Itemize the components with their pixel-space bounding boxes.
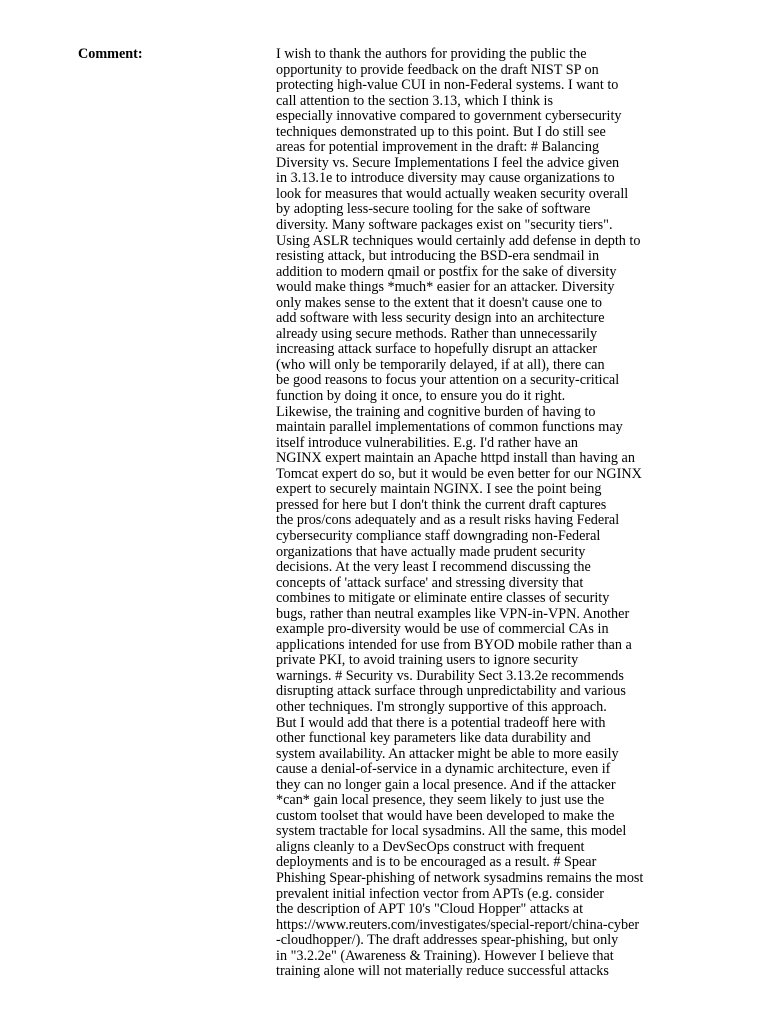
comment-line: Using ASLR techniques would certainly add defense in depth to (276, 232, 641, 249)
comment-line: prevalent initial infection vector from APTs (e.g. consider (276, 885, 604, 902)
comment-line: custom toolset that would have been developed to make the (276, 807, 615, 824)
comment-line: in 3.13.1e to introduce diversity may cause organizations to (276, 170, 615, 187)
comment-line: Likewise, the training and cognitive burden of having to (276, 403, 596, 420)
comment-line: other functional key parameters like data durability and (276, 730, 591, 747)
comment-line: techniques demonstrated up to this point. But I do still see (276, 123, 606, 140)
comment-line: deployments and is to be encouraged as a result. # Spear (276, 854, 597, 871)
comment-line: already using secure methods. Rather than unnecessarily (276, 325, 598, 342)
comment-line: aligns cleanly to a DevSecOps construct with frequent (276, 838, 585, 855)
comment-line: private PKI, to avoid training users to ignore security (276, 652, 579, 669)
comment-line: by adopting less-secure tooling for the sake of software (276, 201, 591, 218)
comment-line: Phishing Spear-phishing of network sysadmins remains the most (276, 869, 644, 886)
comment-line: diversity. Many software packages exist on "security tiers". (276, 217, 613, 234)
comment-line: especially innovative compared to government cybersecurity (276, 108, 622, 125)
comment-line: only makes sense to the extent that it doesn't cause one to (276, 294, 603, 311)
comment-line: combines to mitigate or eliminate entire classes of security (276, 590, 610, 607)
comment-line: https://www.reuters.com/investigates/special-report/china-cyber (276, 916, 640, 933)
comment-line: maintain parallel implementations of common functions may (276, 419, 623, 436)
comment-line: would make things *much* easier for an attacker. Diversity (276, 279, 615, 296)
comment-line: be good reasons to focus your attention on a security-critical (276, 372, 620, 389)
comment-line: the description of APT 10's "Cloud Hopper" attacks at (276, 901, 584, 918)
comment-line: pressed for here but I don't think the current draft captures (276, 496, 607, 513)
comment-line: function by doing it once, to ensure you do it right. (276, 388, 566, 405)
comment-text (276, 47, 686, 980)
comment-line: addition to modern qmail or postfix for the sake of diversity (276, 263, 617, 280)
comment-line: itself introduce vulnerabilities. E.g. I'd rather have an (276, 434, 578, 451)
comment-line: NGINX expert maintain an Apache httpd install than having an (276, 450, 635, 467)
comment-line: expert to securely maintain NGINX. I see the point being (276, 481, 602, 498)
comment-line: But I would add that there is a potential tradeoff here with (276, 714, 606, 731)
comment-line: opportunity to provide feedback on the draft NIST SP on (276, 61, 599, 78)
comment-line: the pros/cons adequately and as a result risks having Federal (276, 512, 620, 529)
comment-line: concepts of 'attack surface' and stressing diversity that (276, 574, 584, 591)
comment-line: other techniques. I'm strongly supportive of this approach. (276, 698, 607, 715)
comment-line: training alone will not materially reduce successful attacks (276, 963, 609, 980)
comment-line: Diversity vs. Secure Implementations I feel the advice given (276, 154, 620, 171)
comment-line: increasing attack surface to hopefully disrupt an attacker (276, 341, 598, 358)
comment-line: decisions. At the very least I recommend discussing the (276, 559, 591, 576)
comment-label: Comment: (78, 46, 143, 62)
comment-line: call attention to the section 3.13, which I think is (276, 92, 553, 109)
comment-line: look for measures that would actually weaken security overall (276, 185, 629, 202)
comment-line: in "3.2.2e" (Awareness & Training). However I believe that (276, 947, 614, 964)
comment-line: -cloudhopper/). The draft addresses spear-phishing, but only (276, 932, 619, 949)
comment-line: disrupting attack surface through unpredictability and various (276, 683, 626, 700)
comment-line: applications intended for use from BYOD mobile rather than a (276, 636, 632, 653)
comment-line: (who will only be temporarily delayed, if at all), there can (276, 356, 605, 373)
comment-line: Tomcat expert do so, but it would be even better for our NGINX (276, 465, 642, 482)
comment-line: *can* gain local presence, they seem likely to just use the (276, 792, 605, 809)
comment-line: areas for potential improvement in the draft: # Balancing (276, 139, 600, 156)
comment-line: I wish to thank the authors for providing the public the (276, 46, 587, 62)
comment-line: resisting attack, but introducing the BSD-era sendmail in (276, 248, 600, 265)
comment-line: system availability. An attacker might be able to more easily (276, 745, 619, 762)
comment-line: warnings. # Security vs. Durability Sect 3.13.2e recommends (276, 667, 624, 684)
comment-line: organizations that have actually made prudent security (276, 543, 586, 560)
comment-line: protecting high-value CUI in non-Federal systems. I want to (276, 77, 619, 94)
comment-line: bugs, rather than neutral examples like VPN-in-VPN. Another (276, 605, 630, 622)
comment-line: example pro-diversity would be use of commercial CAs in (276, 621, 609, 638)
comment-line: they can no longer gain a local presence. And if the attacker (276, 776, 616, 793)
comment-line: cause a denial-of-service in a dynamic architecture, even if (276, 761, 611, 778)
comment-line: system tractable for local sysadmins. All the same, this model (276, 823, 627, 840)
comment-line: add software with less security design into an architecture (276, 310, 605, 327)
comment-line: cybersecurity compliance staff downgrading non-Federal (276, 527, 601, 544)
